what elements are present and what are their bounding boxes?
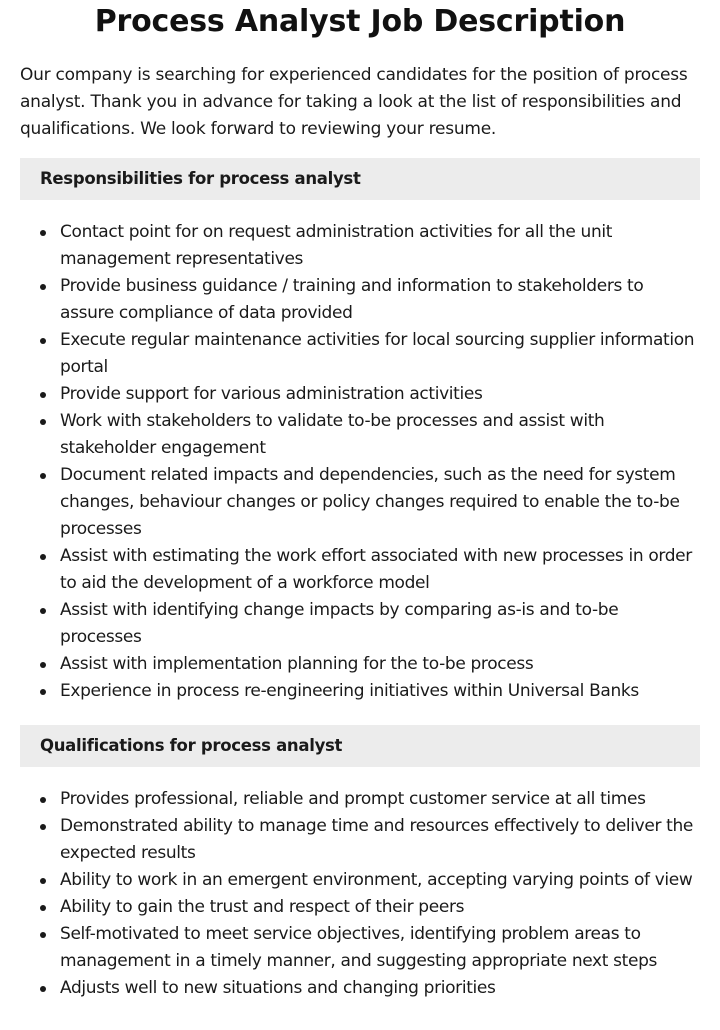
list-item-text: Self-motivated to meet service objectives, identifying problem areas to management in a timely manner, and suggesting appropriate next steps bbox=[60, 924, 658, 971]
list-item bbox=[60, 975, 700, 1002]
bullet-icon bbox=[40, 986, 46, 992]
list-item-text: Ability to work in an emergent environment, accepting varying points of view bbox=[60, 870, 693, 890]
bullet-icon bbox=[40, 473, 46, 479]
bullet-icon bbox=[40, 878, 46, 884]
bullet-icon bbox=[40, 689, 46, 695]
bullet-icon bbox=[40, 608, 46, 614]
list-item bbox=[60, 543, 700, 597]
list-item bbox=[60, 678, 700, 705]
qualifications-heading: Qualifications for process analyst bbox=[20, 725, 700, 767]
list-item-text: Assist with implementation planning for the to-be process bbox=[60, 654, 534, 674]
list-item-text: Provide business guidance / training and information to stakeholders to assure compliance of data provided bbox=[60, 276, 644, 323]
page-title: Process Analyst Job Description bbox=[94, 4, 626, 39]
bullet-icon bbox=[40, 338, 46, 344]
bullet-icon bbox=[40, 554, 46, 560]
list-item bbox=[60, 273, 700, 327]
list-item bbox=[60, 651, 700, 678]
bullet-icon bbox=[40, 419, 46, 425]
bullet-icon bbox=[40, 662, 46, 668]
list-item bbox=[60, 813, 700, 867]
intro-paragraph: Our company is searching for experienced candidates for the position of process analyst. Thank you in advance for taking a look at the list of responsibilities and qualifications. We look forward to reviewing your resume. bbox=[20, 65, 688, 139]
bullet-icon bbox=[40, 230, 46, 236]
list-item-text: Provides professional, reliable and prompt customer service at all times bbox=[60, 789, 646, 809]
qualifications-list bbox=[20, 786, 700, 1002]
bullet-icon bbox=[40, 284, 46, 290]
list-item-text: Execute regular maintenance activities for local sourcing supplier information portal bbox=[60, 330, 695, 377]
bullet-icon bbox=[40, 392, 46, 398]
list-item-text: Provide support for various administration activities bbox=[60, 384, 483, 404]
bullet-icon bbox=[40, 905, 46, 911]
list-item bbox=[60, 219, 700, 273]
list-item bbox=[60, 381, 700, 408]
responsibilities-heading: Responsibilities for process analyst bbox=[20, 158, 700, 200]
list-item-text: Assist with identifying change impacts by comparing as-is and to-be processes bbox=[60, 600, 619, 647]
list-item-text: Ability to gain the trust and respect of their peers bbox=[60, 897, 465, 917]
bullet-icon bbox=[40, 824, 46, 830]
bullet-icon bbox=[40, 932, 46, 938]
list-item-text: Work with stakeholders to validate to-be processes and assist with stakeholder engagement bbox=[60, 411, 605, 458]
bullet-icon bbox=[40, 797, 46, 803]
list-item bbox=[60, 597, 700, 651]
list-item bbox=[60, 327, 700, 381]
list-item-text: Demonstrated ability to manage time and resources effectively to deliver the expected results bbox=[60, 816, 694, 863]
list-item bbox=[60, 462, 700, 543]
list-item bbox=[60, 867, 700, 894]
list-item-text: Contact point for on request administration activities for all the unit management representatives bbox=[60, 222, 613, 269]
list-item bbox=[60, 786, 700, 813]
list-item-text: Assist with estimating the work effort associated with new processes in order to aid the development of a workforce model bbox=[60, 546, 692, 593]
list-item-text: Document related impacts and dependencies, such as the need for system changes, behaviour changes or policy changes required to enable the to-be processes bbox=[60, 465, 680, 539]
list-item bbox=[60, 894, 700, 921]
list-item bbox=[60, 921, 700, 975]
list-item-text: Adjusts well to new situations and changing priorities bbox=[60, 978, 496, 998]
list-item bbox=[60, 408, 700, 462]
responsibilities-list bbox=[20, 219, 700, 705]
list-item-text: Experience in process re-engineering initiatives within Universal Banks bbox=[60, 681, 639, 701]
